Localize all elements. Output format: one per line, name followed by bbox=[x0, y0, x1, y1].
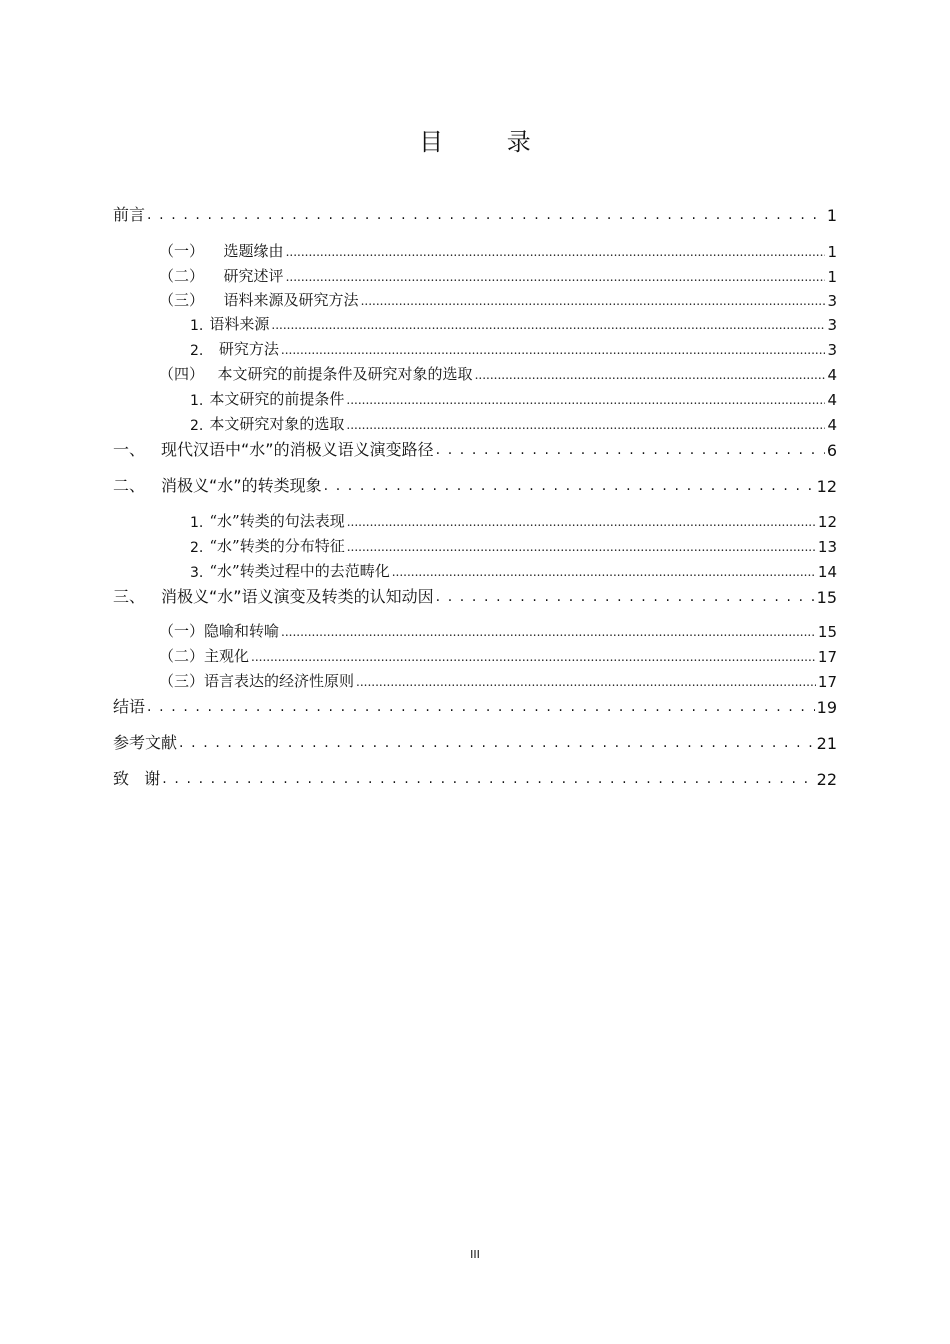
dot-leader bbox=[475, 366, 826, 384]
toc-entry[interactable] bbox=[113, 239, 837, 261]
toc-entry[interactable] bbox=[113, 509, 837, 531]
toc-entry-label: 消极义“水”语义演变及转类的认知动因 bbox=[161, 587, 434, 606]
toc-entry-number: 三、 bbox=[113, 587, 146, 606]
toc-entry[interactable] bbox=[113, 337, 837, 359]
toc-entry-page: 1 bbox=[827, 268, 837, 286]
dot-leader bbox=[286, 268, 826, 286]
toc-entry[interactable] bbox=[113, 619, 837, 641]
toc-entry[interactable] bbox=[113, 288, 837, 310]
toc-entry[interactable] bbox=[113, 644, 837, 666]
toc-entry-page: 3 bbox=[827, 316, 837, 334]
toc-entry-page: 3 bbox=[827, 341, 837, 359]
toc-entry-page: 22 bbox=[816, 770, 837, 789]
toc-entry-page: 17 bbox=[817, 673, 837, 691]
dot-leader bbox=[347, 513, 816, 531]
toc-entry-number: （三） bbox=[159, 291, 205, 309]
dot-leader bbox=[271, 316, 825, 334]
dot-leader bbox=[324, 478, 815, 496]
toc-entry-label: 主观化 bbox=[204, 647, 250, 665]
dot-leader bbox=[436, 442, 825, 460]
toc-entry-number: 3. bbox=[190, 565, 204, 581]
dot-leader bbox=[356, 673, 816, 691]
toc-entry-label: 选题缘由 bbox=[214, 242, 284, 260]
toc-entry-page: 6 bbox=[826, 441, 837, 460]
toc-entry-page: 3 bbox=[827, 292, 837, 310]
toc-entry-label: 参考文献 bbox=[113, 733, 178, 752]
toc-entry[interactable] bbox=[113, 203, 837, 225]
toc-entry-label: 本文研究对象的选取 bbox=[209, 415, 345, 433]
dot-leader bbox=[346, 416, 825, 434]
toc-entry[interactable] bbox=[113, 264, 837, 286]
toc-entry[interactable] bbox=[113, 387, 837, 409]
toc-entry-label: “水”转类的分布特征 bbox=[209, 537, 345, 555]
toc-entry[interactable] bbox=[113, 412, 837, 434]
dot-leader bbox=[281, 341, 826, 359]
toc-entry-number: 1. bbox=[190, 515, 204, 531]
toc-entry-label: 语料来源 bbox=[209, 315, 270, 333]
toc-entry[interactable] bbox=[113, 585, 837, 607]
toc-entry-number: 一、 bbox=[113, 440, 146, 459]
toc-entry-number: 1. bbox=[190, 393, 204, 409]
dot-leader bbox=[162, 771, 814, 789]
page-number: III bbox=[470, 1248, 480, 1261]
toc-entry-number: 2. bbox=[190, 418, 204, 434]
toc-entry-page: 17 bbox=[817, 648, 837, 666]
toc-entry-label: “水”转类过程中的去范畴化 bbox=[209, 562, 390, 580]
toc-entry-label: 本文研究的前提条件 bbox=[209, 390, 345, 408]
toc-entry-label: 结语 bbox=[113, 697, 146, 716]
toc-entry-label: 研究述评 bbox=[214, 267, 284, 285]
toc-entry-page: 12 bbox=[817, 513, 837, 531]
toc-entry[interactable] bbox=[113, 559, 837, 581]
dot-leader bbox=[436, 589, 815, 607]
toc-entry-number: 2. bbox=[190, 540, 204, 556]
toc-entry-label: 语言表达的经济性原则 bbox=[204, 672, 355, 690]
toc-entry-page: 12 bbox=[816, 477, 837, 496]
toc-entry-page: 19 bbox=[816, 698, 837, 717]
toc-entry[interactable] bbox=[113, 669, 837, 691]
toc-entry-page: 4 bbox=[827, 416, 837, 434]
dot-leader bbox=[361, 292, 826, 310]
toc-entry-page: 1 bbox=[827, 243, 837, 261]
toc-entry-number: （四） bbox=[159, 365, 205, 383]
toc-entry-number: （三） bbox=[159, 672, 205, 690]
toc-entry-number: （二） bbox=[159, 647, 205, 665]
dot-leader bbox=[286, 243, 826, 261]
dot-leader bbox=[346, 391, 825, 409]
toc-entry-label: 隐喻和转喻 bbox=[204, 622, 280, 640]
toc-entry-number: （二） bbox=[159, 267, 205, 285]
toc-entry-page: 13 bbox=[817, 538, 837, 556]
toc-entry-label: “水”转类的句法表现 bbox=[209, 512, 345, 530]
toc-entry[interactable] bbox=[113, 438, 837, 460]
toc-entry-label: 现代汉语中“水”的消极义语义演变路径 bbox=[161, 440, 434, 459]
toc-entry-label: 研究方法 bbox=[209, 340, 279, 358]
dot-leader bbox=[281, 623, 816, 641]
toc-entry-label: 消极义“水”的转类现象 bbox=[161, 476, 322, 495]
toc-entry-page: 21 bbox=[816, 734, 837, 753]
toc-entry-number: 1. bbox=[190, 318, 204, 334]
toc-entry[interactable] bbox=[113, 767, 837, 789]
toc-entry[interactable] bbox=[113, 362, 837, 384]
dot-leader bbox=[392, 563, 816, 581]
dot-leader bbox=[147, 207, 825, 225]
toc-entry-page: 1 bbox=[826, 206, 837, 225]
dot-leader bbox=[251, 648, 816, 666]
toc-entry-page: 4 bbox=[827, 366, 837, 384]
toc-entry[interactable] bbox=[113, 474, 837, 496]
toc-entry-number: 二、 bbox=[113, 476, 146, 495]
toc-entry-page: 4 bbox=[827, 391, 837, 409]
toc-entry-label: 前言 bbox=[113, 205, 146, 224]
toc-entry[interactable] bbox=[113, 695, 837, 717]
toc-title: 目 录 bbox=[419, 128, 559, 156]
toc-entry[interactable] bbox=[113, 312, 837, 334]
toc-entry-page: 15 bbox=[816, 588, 837, 607]
toc-entry-page: 14 bbox=[817, 563, 837, 581]
toc-entry-label: 本文研究的前提条件及研究对象的选取 bbox=[208, 365, 473, 383]
toc-entry[interactable] bbox=[113, 534, 837, 556]
toc-entry-label: 语料来源及研究方法 bbox=[214, 291, 359, 309]
toc-entry-label: 致 谢 bbox=[113, 769, 161, 788]
dot-leader bbox=[347, 538, 816, 556]
toc-entry-number: 2. bbox=[190, 343, 204, 359]
toc-entry-page: 15 bbox=[817, 623, 837, 641]
toc-entry[interactable] bbox=[113, 731, 837, 753]
dot-leader bbox=[147, 699, 815, 717]
toc-entry-number: （一） bbox=[159, 622, 205, 640]
toc-entry-number: （一） bbox=[159, 242, 205, 260]
dot-leader bbox=[179, 735, 815, 753]
